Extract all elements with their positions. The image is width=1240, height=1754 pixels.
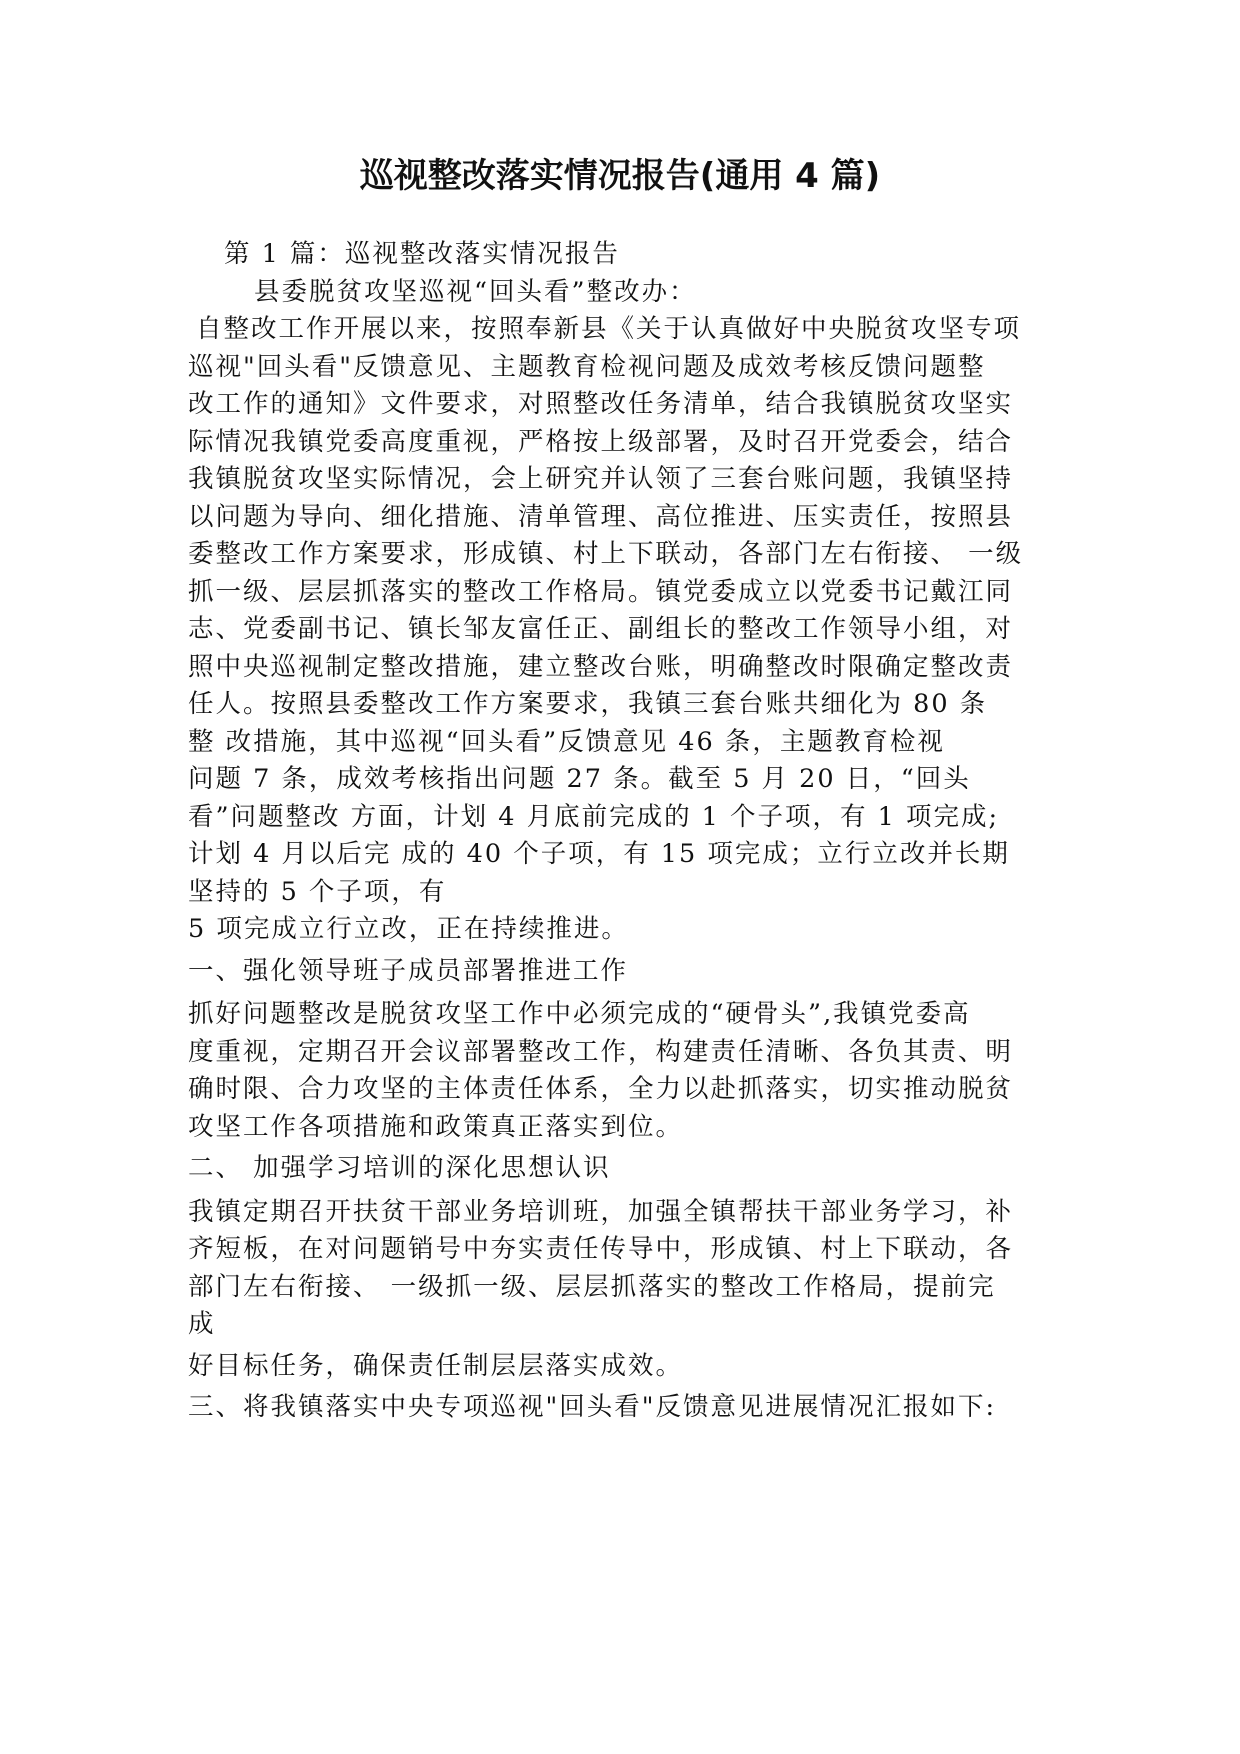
document-body (188, 236, 1068, 1427)
paragraph-line: 抓好问题整改是脱贫攻坚工作中必须完成的“硬骨头”,我镇党委高 (188, 999, 971, 1029)
paragraph-line: 改工作的通知》文件要求，对照整改任务清单，结合我镇脱贫攻坚实 (188, 389, 1014, 419)
section-heading: 第 1 篇：巡视整改落实情况报告 (224, 239, 620, 269)
paragraph-line: 志、党委副书记、镇长邹友富任正、副组长的整改工作领导小组，对 (188, 614, 1014, 644)
paragraph-line: 齐短板，在对问题销号中夯实责任传导中，形成镇、村上下联动，各 (188, 1234, 1014, 1264)
paragraph-line: 计划 4 月以后完 成的 40 个子项，有 15 项完成；立行立改并长期 (188, 839, 1010, 869)
paragraph-line: 坚持的 5 个子项，有 (188, 876, 447, 907)
paragraph-line: 攻坚工作各项措施和政策真正落实到位。 (188, 1111, 684, 1142)
heading-1: 一、强化领导班子成员部署推进工作 (188, 955, 629, 986)
paragraph-line: 照中央巡视制定整改措施，建立整改台账，明确整改时限确定整改责 (188, 651, 1014, 682)
paragraph-line: 成 (188, 1309, 216, 1339)
paragraph-line: 5 项完成立行立改，正在持续推进。 (188, 914, 629, 944)
paragraph-line: 巡视"回头看"反馈意见、主题教育检视问题及成效考核反馈问题整 (188, 351, 986, 382)
paragraph-line: 抓一级、层层抓落实的整改工作格局。镇党委成立以党委书记戴江同 (188, 576, 1014, 607)
paragraph-line: 我镇脱贫攻坚实际情况，会上研究并认领了三套台账问题，我镇坚持 (188, 464, 1014, 494)
salutation: 县委脱贫攻坚巡视“回头看”整改办： (254, 276, 697, 307)
paragraph-1 (188, 311, 1068, 949)
paragraph-line: 以问题为导向、细化措施、清单管理、高位推进、压实责任，按照县 (188, 501, 1014, 532)
document-title: 巡视整改落实情况报告(通用 4 篇) (359, 156, 881, 196)
paragraph-line: 任人。按照县委整改工作方案要求，我镇三套台账共细化为 80 条 (188, 689, 988, 719)
paragraph-line: 度重视，定期召开会议部署整改工作，构建责任清晰、各负其责、明 (188, 1036, 1014, 1067)
paragraph-line: 自整改工作开展以来，按照奉新县《关于认真做好中央脱贫攻坚专项 (196, 314, 1022, 344)
paragraph-line: 问题 7 条，成效考核指出问题 27 条。截至 5 月 20 日，“回头 (188, 764, 971, 794)
paragraph-line: 委整改工作方案要求，形成镇、村上下联动，各部门左右衔接、 一级 (188, 539, 1024, 569)
paragraph-2 (188, 996, 1068, 1146)
heading-3: 三、将我镇落实中央专项巡视"回头看"反馈意见进展情况汇报如下: (188, 1392, 997, 1422)
paragraph-line: 整 改措施，其中巡视“回头看”反馈意见 46 条，主题教育检视 (188, 726, 945, 757)
paragraph-line: 际情况我镇党委高度重视，严格按上级部署，及时召开党委会，结合 (188, 426, 1014, 457)
paragraph-line: 部门左右衔接、 一级抓一级、层层抓落实的整改工作格局，提前完 (188, 1271, 996, 1302)
paragraph-line: 看”问题整改 方面，计划 4 月底前完成的 1 个子项，有 1 项完成; (188, 801, 1000, 832)
heading-2: 二、 加强学习培训的深化思想认识 (188, 1153, 611, 1183)
paragraph-3 (188, 1194, 1068, 1386)
paragraph-line: 确时限、合力攻坚的主体责任体系，全力以赴抓落实，切实推动脱贫 (188, 1074, 1014, 1104)
paragraph-line: 好目标任务，确保责任制层层落实成效。 (188, 1350, 684, 1381)
paragraph-line: 我镇定期召开扶贫干部业务培训班，加强全镇帮扶干部业务学习，补 (188, 1196, 1014, 1227)
